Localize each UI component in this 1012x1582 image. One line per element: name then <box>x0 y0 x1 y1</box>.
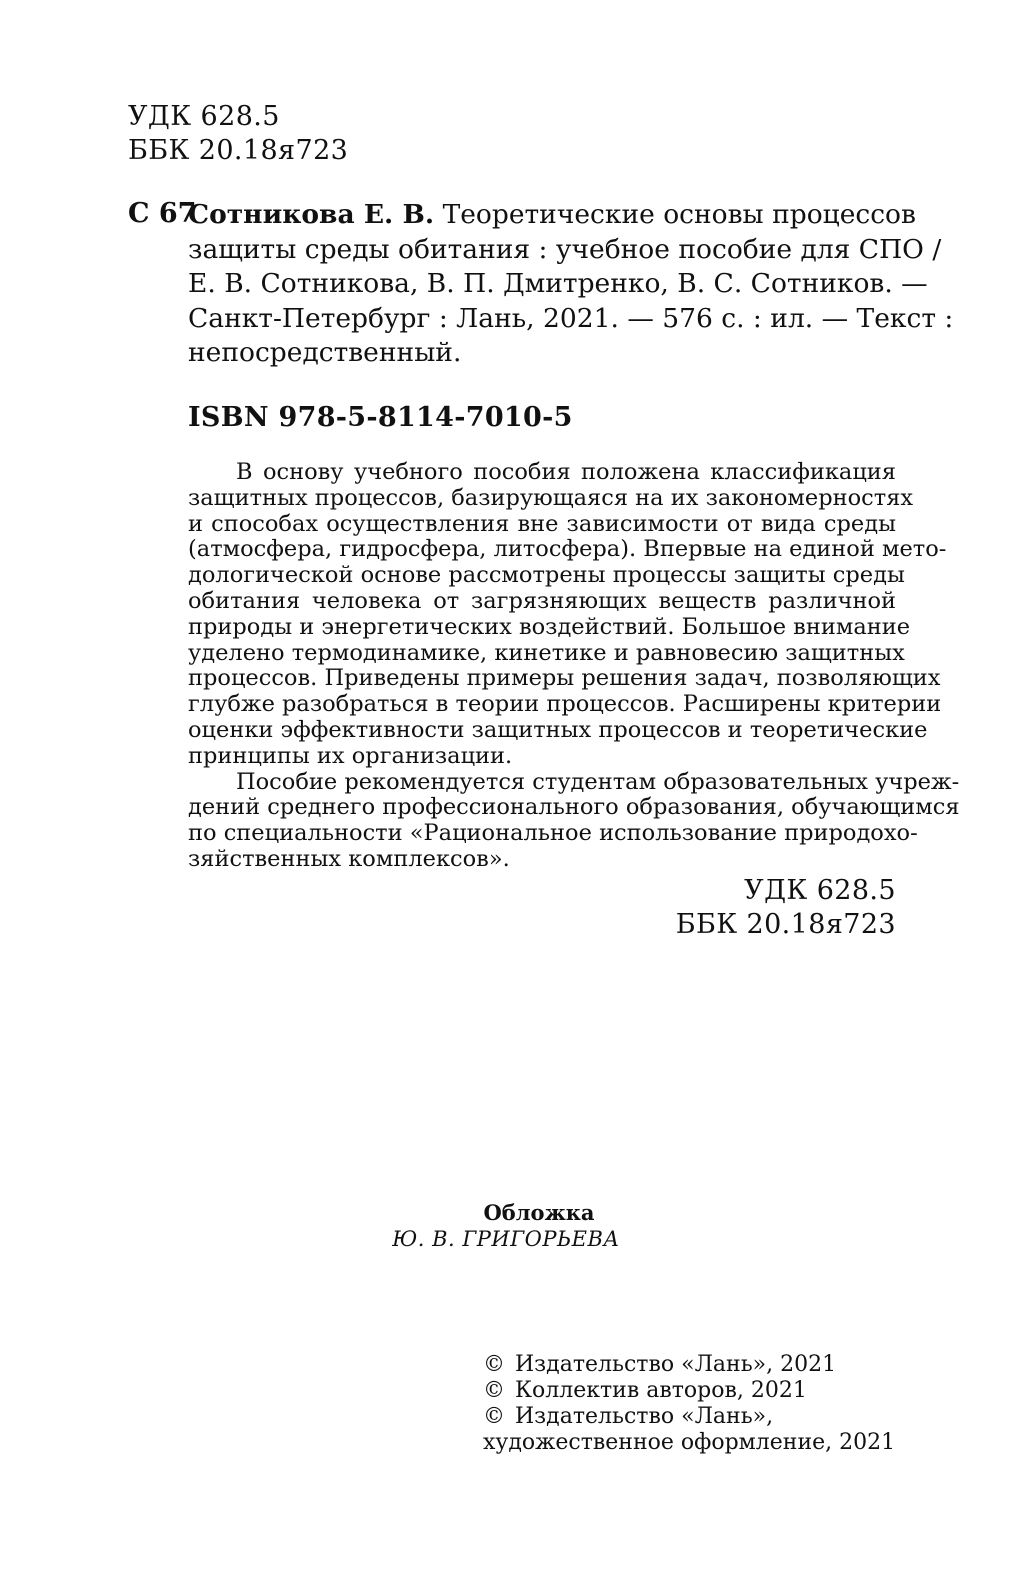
copyright-symbol: © <box>483 1378 505 1403</box>
abstract-line: В основу учебного пособия положена классификация <box>236 459 896 485</box>
abstract-line: и способах осуществления вне зависимости от вида среды <box>188 510 896 537</box>
udk-code: УДК 628.5 <box>128 101 280 132</box>
biblio-line: защиты среды обитания : учебное пособие для СПО / <box>188 233 942 265</box>
cover-designer: Ю. В. ГРИГОРЬЕВА <box>392 1227 620 1251</box>
isbn: ISBN 978-5-8114-7010-5 <box>188 402 573 433</box>
biblio-line: Е. В. Сотникова, В. П. Дмитренко, В. С. Сотников. — <box>188 268 928 299</box>
abstract-line: природы и энергетических воздействий. Большое внимание <box>188 613 911 640</box>
biblio-line: Сотникова Е. В. Теоретические основы процессов <box>188 199 916 230</box>
abstract-line: уделено термодинамике, кинетике и равновесию защитных <box>188 639 905 666</box>
abstract-line: обитания человека от загрязняющих веществ различной <box>188 587 896 614</box>
bbk-code: ББК 20.18я723 <box>675 909 896 940</box>
abstract-line: оценки эффективности защитных процессов и теоретические <box>188 716 928 743</box>
abstract-line: процессов. Приведены примеры решения задач, позволяющих <box>188 665 941 692</box>
udk-code: УДК 628.5 <box>744 875 896 906</box>
abstract-line: глубже разобраться в теории процессов. Расширены критерии <box>188 691 942 718</box>
abstract-line: принципы их организации. <box>188 742 513 769</box>
author-name: Сотникова Е. В. <box>188 199 435 230</box>
copyright-line: © Издательство «Лань», 2021 <box>483 1352 837 1377</box>
abstract-line: (атмосфера, гидросфера, литосфера). Впервые на единой мето- <box>188 536 947 563</box>
copyright-symbol: © <box>483 1352 505 1377</box>
abstract-line: дений среднего профессионального образования, обучающимся <box>188 794 960 821</box>
abstract-line: по специальности «Рациональное использование природохо- <box>188 820 918 847</box>
biblio-line: непосредственный. <box>188 337 462 368</box>
copyright-line: © Издательство «Лань», <box>483 1404 774 1429</box>
bibliographic-record <box>188 198 954 371</box>
copyright-line: © Коллектив авторов, 2021 <box>483 1378 807 1403</box>
biblio-line: Санкт-Петербург : Лань, 2021. — 576 с. : ил. — Текст : <box>188 302 954 334</box>
abstract-line: зяйственных комплексов». <box>188 845 510 872</box>
copyright-line: художественное оформление, 2021 <box>483 1430 896 1455</box>
copyright-block <box>483 1352 895 1456</box>
call-number: С 67 <box>128 198 197 229</box>
cover-label: Обложка <box>483 1200 595 1225</box>
abstract <box>188 459 960 873</box>
classification-codes-bottom <box>676 874 896 942</box>
bbk-code: ББК 20.18я723 <box>128 135 349 166</box>
abstract-line: дологической основе рассмотрены процессы защиты среды <box>188 562 905 589</box>
copyright-symbol: © <box>483 1404 505 1429</box>
cover-credit <box>0 1200 1012 1252</box>
abstract-line: защитных процессов, базирующаяся на их закономерностях <box>188 484 914 511</box>
abstract-line: Пособие рекомендуется студентам образовательных учреж- <box>236 768 960 795</box>
classification-codes-top <box>128 100 348 168</box>
